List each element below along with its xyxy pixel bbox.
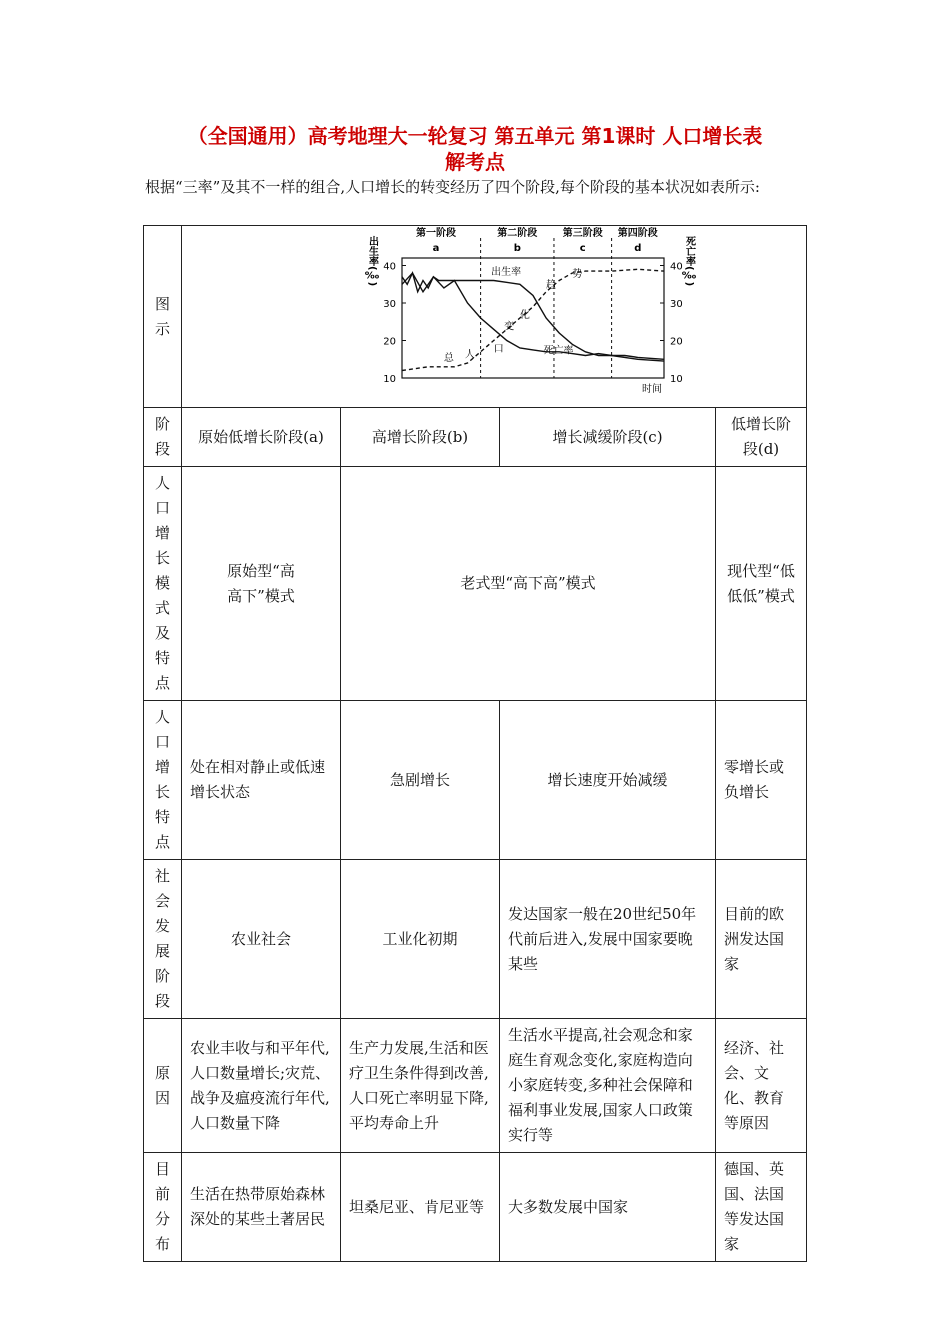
society-a: 农业社会 <box>182 860 341 1019</box>
growth-b: 急剧增长 <box>341 701 500 860</box>
y-left-axis-label: 出生率(‰) <box>366 236 378 287</box>
stage-c: 增长减缓阶段(c) <box>500 408 716 467</box>
stage-row <box>144 408 807 467</box>
population-transition-chart <box>182 226 806 399</box>
plot-frame <box>402 258 664 378</box>
society-c: 发达国家一般在20世纪50年代前后进入,发展中国家要晚某些 <box>500 860 716 1019</box>
growth-d: 零增长或负增长 <box>716 701 807 860</box>
y-right-tick-10: 10 <box>670 374 683 385</box>
stage-a: 原始低增长阶段(a) <box>182 408 341 467</box>
annotation-trend-char-4: 变 <box>504 321 515 333</box>
stage-label-c: 第三阶段 <box>562 228 603 239</box>
row-header-society: 社会发展阶段 <box>144 860 182 1019</box>
reason-a: 农业丰收与和平年代,人口数量增长;灾荒、战争及瘟疫流行年代,人口数量下降 <box>182 1019 341 1153</box>
stage-d: 低增长阶段(d) <box>716 408 807 467</box>
mode-d: 现代型“低低低”模式 <box>716 467 807 701</box>
title-line-1: （全国通用）高考地理大一轮复习 第五单元 第1课时 人口增长表 <box>187 124 763 148</box>
population-stage-table <box>143 225 807 1262</box>
y-right-axis-label: 死亡率(‰) <box>683 236 695 287</box>
mode-row <box>144 467 807 701</box>
stage-letter-a: a <box>432 243 440 254</box>
growth-a: 处在相对静止或低速增长状态 <box>182 701 341 860</box>
annotation-trend-char-1: 总 <box>443 353 454 365</box>
distribution-b: 坦桑尼亚、肯尼亚等 <box>341 1153 500 1262</box>
stage-letter-c: c <box>579 243 586 254</box>
row-header-growth: 人口增长特点 <box>144 701 182 860</box>
reason-row <box>144 1019 807 1153</box>
society-b: 工业化初期 <box>341 860 500 1019</box>
distribution-d: 德国、英国、法国等发达国家 <box>716 1153 807 1262</box>
y-left-tick-10: 10 <box>383 374 396 385</box>
distribution-c: 大多数发展中国家 <box>500 1153 716 1262</box>
reason-d: 经济、社会、文化、教育等原因 <box>716 1019 807 1153</box>
reason-c: 生活水平提高,社会观念和家庭生育观念变化,家庭构造向小家庭转变,多种社会保障和福利事业发展,国家人口政策实行等 <box>500 1019 716 1153</box>
growth-c: 增长速度开始减缓 <box>500 701 716 860</box>
reason-b: 生产力发展,生活和医疗卫生条件得到改善,人口死亡率明显下降,平均寿命上升 <box>341 1019 500 1153</box>
row-header-distribution: 目前分布 <box>144 1153 182 1262</box>
row-header-figure: 图示 <box>144 226 182 408</box>
x-axis-label: 时间 <box>642 384 662 395</box>
mode-bc: 老式型“高下高”模式 <box>341 467 716 701</box>
intro-paragraph: 根据“三率”及其不一样的组合,人口增长的转变经历了四个阶段,每个阶段的基本状况如表所示: <box>145 178 760 196</box>
mode-a: 原始型“高高下”模式 <box>182 467 341 701</box>
figure-row <box>144 226 807 408</box>
y-right-tick-30: 30 <box>670 299 683 310</box>
title-line-2: 解考点 <box>445 150 505 174</box>
annotation-death-rate: 死亡率 <box>543 345 574 357</box>
y-right-tick-20: 20 <box>670 336 683 348</box>
annotation-trend-char-5: 化 <box>519 310 530 321</box>
y-right-tick-40: 40 <box>670 261 683 273</box>
stage-label-d: 第四阶段 <box>617 228 658 239</box>
document-title <box>100 123 850 175</box>
y-left-tick-20: 20 <box>383 336 396 348</box>
growth-row <box>144 701 807 860</box>
society-d: 目前的欧洲发达国家 <box>716 860 807 1019</box>
stage-b: 高增长阶段(b) <box>341 408 500 467</box>
annotation-trend-char-7: 势 <box>572 268 583 280</box>
annotation-trend-char-6: 趋 <box>546 280 557 291</box>
row-header-mode: 人口增长模式及特点 <box>144 467 182 701</box>
stage-letter-b: b <box>513 243 521 254</box>
society-row <box>144 860 807 1019</box>
row-header-stage: 阶段 <box>144 408 182 467</box>
distribution-row <box>144 1153 807 1262</box>
annotation-trend-char-3: 口 <box>493 343 504 355</box>
y-left-tick-30: 30 <box>383 299 396 310</box>
distribution-a: 生活在热带原始森林深处的某些土著居民 <box>182 1153 341 1262</box>
annotation-birth-rate: 出生率 <box>491 266 522 278</box>
stage-letter-d: d <box>634 243 642 254</box>
series-line-2 <box>402 273 664 359</box>
stage-label-a: 第一阶段 <box>416 228 457 239</box>
stage-label-b: 第二阶段 <box>497 228 538 239</box>
row-header-reason: 原因 <box>144 1019 182 1153</box>
y-left-tick-40: 40 <box>383 261 396 273</box>
chart-cell <box>182 226 807 408</box>
annotation-trend-char-2: 人 <box>464 349 475 361</box>
